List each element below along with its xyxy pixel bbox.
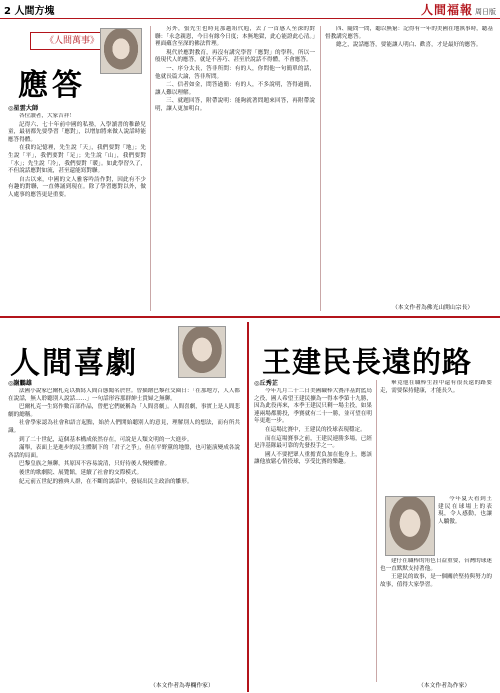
article3-col2-bottom [380,558,492,676]
article3-title: 王建民長遠的路 [262,345,473,379]
article3-col2-side [438,496,492,554]
article2-paragraph: 法國小說家巴爾札克以撰寫人間百態聞名於世。曾描繪巴黎社交圈日：「在那地方，人人都在說話，無人聆聽別人說話……」一句話形容那群紳士貴婦之無聊。 [8,388,240,402]
vertical-divider [247,322,249,692]
section-name: 人間方塊 [14,6,55,17]
article1-paragraph: 一、序分太長，答非所問：有的人，你問他一句簡單的話，他就長篇大論，答非所問。 [155,65,315,80]
article2-title: 人間喜劇 [10,346,138,381]
article3-paragraph: 而在這場賽事之前，王建民連勝多場，已經是洋基隊最可靠的先發投手之一。 [254,435,372,450]
article3-credit: （本文作者為作家） [418,683,471,689]
article2-paragraph: 後世的歌劇院、展覽館，延續了社會的交際模式。 [19,469,143,476]
article2-paragraph: 巴爾札克一生寫作數百部作品，曾把它們統稱為「人間喜劇」。人間喜劇，事實上是人間悲劇的總稱。 [8,404,240,418]
column-divider [320,26,321,311]
article1-paragraph: 總之，說話應答，要能讓人明白、歡喜，才是最好的應答。 [336,42,482,49]
article3-paragraph: 國人不要把眾人重擔責負加在他身上，應該讓他放鬆心情投球，享受比賽的樂趣。 [254,451,372,466]
article3-paragraph: 今年夏天看到王建民在球場上的表現，令人感動，也讓人驕傲。 [438,496,492,525]
article1-paragraph: 自古以來，中國的文人雅客吟詩作對，因此有不少有趣的對聯，一直傳誦到現在。除了學習應對以外，做人處事的應答更是重要。 [8,176,146,198]
article3-paragraph: 在這場比賽中，王建民的投球表現穩定。 [265,426,366,433]
article2-author: ◎謝鵬雄 [8,380,32,387]
article2-paragraph: 紀元前五世紀的雅典人群，在不斷的談話中，發展出民主政治的雛形。 [19,478,193,485]
page-section-label [4,2,54,17]
article1-paragraph: 在我的記憶裡，先生說「天」，我們要對「地」；先生說「平」，我們要對「足」；先生說「山」，我們要對「水」；先生說「冷」，我們要對「暖」。如此學習久了，不但說話應對如流，甚至還能寫對聯。 [8,145,146,175]
article1-col3 [325,26,493,298]
author-photo [385,496,435,556]
article2-paragraph: 到了二十世紀，這個基本構成依然存在，可說是人類文明的一大進步。 [19,436,193,443]
article1-col2 [155,26,315,311]
article3-paragraph: 王建民的故事，是一個關於堅持與努力的故事，值得大家學習。 [380,574,492,588]
article1-author: ◎星雲大師 [8,105,39,112]
article1-paragraph: 二、信者如金，問答過簡：有的人，不多說明，答得過簡，讓人難以理解。 [155,82,315,96]
article1-credit: （本文作者為佛光山開山宗長） [392,305,474,311]
page-number: 2 [4,6,11,17]
column-title-box: 《人間萬事》 [30,32,114,50]
article2-paragraph: 社會學家認為社會和語言起點，始於人們開始聽別人的意見，理解別人的想法，而有所共識。 [8,420,240,434]
article1-col1 [8,113,146,308]
masthead-name: 人間福報 [420,3,473,17]
article3-paragraph: 建仔在職棒的角色日益重要，台灣的球迷也一直默默支持著他。 [380,558,492,572]
section-divider [0,316,500,318]
author-photo [178,326,226,378]
article1-paragraph: 四、隨問一問，聽以無窮：記得有一年的美國在地執事時，聽基督教講究應答。 [325,26,493,40]
article1-paragraph: 另外，張先生也時見那越俎代庖，去了一首感人至深的對聯：「永念親恩，今日有緣今日度；本無地獄，此心能證此心清。」裡面蘊含至深的佛法哲理。 [155,26,315,48]
article3-author: ◎丘秀芷 [254,380,278,387]
masthead-edition: 周日版 [475,8,496,16]
article2-paragraph: 滿舉，表面上是進步的民主體制下的「君子之爭」，但在平野黨的地盤，也可能演變成各說各話的局面。 [8,445,240,459]
article1-paragraph: 各位讀者，大家吉祥！ [19,113,75,119]
column-divider [150,26,151,311]
article1-paragraph: 記得六、七十年前中國的私塾，入學讀書的稚齡兒童，最初都先要學習「應對」，以增加將來做人說話時能應答得體。 [8,121,146,143]
article2-paragraph: 巴黎皇族之無聊，其原因不容易說清，只好待後人慢慢體會。 [19,461,171,468]
article1-paragraph: 現代於應對教育，再沒有講究學習「應對」的學科，所以一般現代人的應答，就是不善巧、甚至於說話不得體，不會應答。 [155,49,315,64]
article1-paragraph: 三、就題回答，附帶說明：能夠就著問題來回答，再附帶說明，讓人更加明白。 [155,98,315,112]
article3-paragraph: 畢竟他在職棒生涯中還有很長遠的路要走，需要保持健康，才能長久。 [380,380,492,394]
article3-paragraph: 今年九月二十二日美國職棒大賽洋基對藍鳥之役，國人希望王建民擴為一得本季第十九勝，因為此役再來，本季王建民只剩一場主投，如果連兩場都勝投，季賽就有二十一勝，並可望在明年更進一步。 [254,388,372,425]
article2-credit: （本文作者為專欄作家） [150,683,214,689]
column-divider [376,380,377,682]
article3-col1 [254,388,372,682]
masthead [421,1,496,18]
article2-body [8,388,240,674]
article1-title: 應答 [18,68,86,103]
article3-col2-top [380,380,492,490]
author-photo [100,28,142,74]
